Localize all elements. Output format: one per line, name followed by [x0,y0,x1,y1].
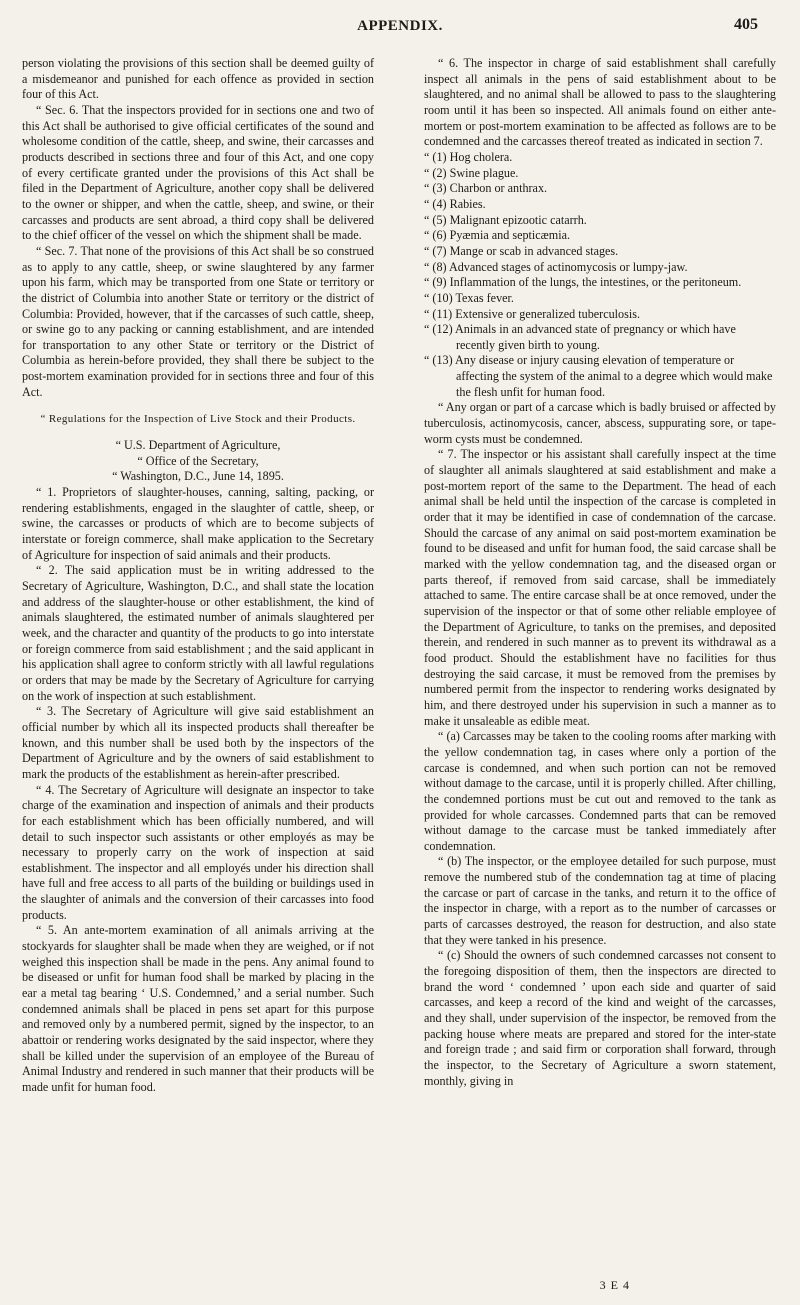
paragraph: “ Any organ or part of a carcase which is badly bruised or affected by tuberculosis, actinomycosis, cancer, abscess, suppurating sore, or tape-worm cysts must be condemned. [424,400,776,446]
paragraph: “ Sec. 6. That the inspectors provided for in sections one and two of this Act shall be authorised to give official certificates of the sound and wholesome condition of the cattle, sheep, and swine, their carcasses and products described in sections three and four of this Act, and one copy of every certificate granted under the provisions of this Act shall be filed in the Department of Agriculture, another copy shall be delivered to the owner or shipper, and when the cattle, sheep, and swine, or their carcasses and products are sent abroad, a third copy shall be delivered to the chief officer of the vessel on which the shipment shall be made. [22,102,374,243]
list-item: “ (3) Charbon or anthrax. [424,181,548,196]
regulation-2: “ 2. The said application must be in writing addressed to the Secretary of Agriculture, Washington, D.C., and shall state the location and address of the slaughter-house or other establishment, the kind of animals slaughtered, the estimated number of animals slaughtered per week, and the character and quantity of the products to go into interstate or foreign commerce from said establishment ; and the said applicant in his application shall agree to conform strictly with all lawful regulations or orders that may be made by the Secretary of Agriculture for carrying on the work of inspection at such establishment. [22,563,374,703]
list-item: “ (6) Pyæmia and septicæmia. [424,228,570,243]
list-item: “ (4) Rabies. [424,196,486,211]
list-item: “ (5) Malignant epizootic catarrh. [424,212,587,227]
list-item: “ (11) Extensive or generalized tuberculosis. [424,306,640,321]
regulation-1: “ 1. Proprietors of slaughter-houses, canning, salting, packing, or rendering establishments, engaged in the slaughter of cattle, sheep, or swine, the carcasses or products of which are to become subjects of interstate or foreign commerce, shall make application to the Secretary of Agriculture for inspection of said animals and their products. [22,485,374,562]
page-header [0,0,800,46]
regulation-3: “ 3. The Secretary of Agriculture will give said establishment an official number by which all its inspected products shall thereafter be known, and this number shall be used both by the inspectors of the Department of Agriculture and by the owners of said establishment to mark the products of the establishment as herein-after prescribed. [22,704,374,781]
regulation-7b: “ (b) The inspector, or the employee detailed for such purpose, must remove the numbered stub of the condemnation tag at time of placing the carcase or part of carcase in the tanks, and return it to the office of the inspector in charge, with a report as to the number of carcasses or parts of carcasses destroyed, the reason for destruction, and also state that they were tanked in his presence. [424,854,776,947]
list-item: “ (13) Any disease or injury causing elevation of temperature or affecting the system of the animal to a degree which would make the flesh unfit for human food. [424,353,773,399]
list-item: “ (1) Hog cholera. [424,149,513,164]
regulation-4: “ 4. The Secretary of Agriculture will designate an inspector to take charge of the examination and inspection of animals and their products for each establishment which has been officially numbered, and will detail to such inspector such assistants or other employés as may be necessary to properly carry on the work of inspection at said establishment. The inspector and all employés under his direction shall have full and free access to all parts of the building or buildings used in the slaughter of animals and the conversion of their carcasses into food products. [22,782,374,922]
list-item: “ (12) Animals in an advanced state of pregnancy or which have recently given birth to young. [424,322,736,352]
paragraph: “ Sec. 7. That none of the provisions of this Act shall be so construed as to apply to any cattle, sheep, or swine slaughtered by any farmer upon his farm, which may be transported from one State or territory or the district of Columbia into another State or territory or the district of Columbia: Provided, however, that if the carcasses of such cattle, sheep, or swine go to any packing or canning establishment, and are intended for transportation to any other State or territory or the District of Columbia as herein-before provided, they shall there be subject to the post-mortem examination provided for in sections three and four of this Act. [22,243,374,399]
dateline: “ Washington, D.C., June 14, 1895. [112,469,284,484]
list-item: “ (7) Mange or scab in advanced stages. [424,243,619,258]
right-column [424,56,776,1089]
left-column [22,56,374,1096]
regulation-7c: “ (c) Should the owners of such condemned carcasses not consent to the foregoing disposition of them, then the inspectors are directed to brand the word ‘ condemned ’ upon each side and quarter of said carcasses, and keep a record of the kind and weight of the carcasses, and they shall, under supervision of the inspector, be removed from the packing house where meats are prepared and stored for the inter-state and foreign trade ; and said firm or corporation shall forward, through the inspector, to the Secretary of Agriculture a sworn statement, monthly, giving in [424,948,776,1088]
regulation-7: “ 7. The inspector or his assistant shall carefully inspect at the time of slaughter all animals slaughtered at said establishment and make a post-mortem report of the same to the Department. The head of each animal shall be held until the inspection of the carcase is completed in order that it may be identified in case of condemnation of the carcase. Should the carcase of any animal on said post-mortem examination be found to be diseased and unfit for human food, the said carcase shall be marked with the yellow condemnation tag, and the diseased organ or parts thereof, if removed from said carcase, shall be immediately attached to same. The entire carcase shall be at once removed, under the supervision of the inspector or that of some other reliable employee of the Department of Agriculture, to tanks on the premises, and deposited therein, and rendered in such manner as to prevent its withdrawal as a food product. Should the establishment have no facilities for thus destroying the said carcase, it must be removed from the premises by numbered permit from the inspector to rendering works designated by him, and there destroyed under his supervision in such a manner as to make it unsaleable as edible meat. [424,447,776,728]
dateline: “ Office of the Secretary, [137,453,259,468]
section-heading: “ Regulations for the Inspection of Live Stock and their Products. [40,413,356,426]
running-title: APPENDIX. [357,18,443,34]
list-item: “ (8) Advanced stages of actinomycosis or lumpy-jaw. [424,259,688,274]
regulation-6: “ 6. The inspector in charge of said establishment shall carefully inspect all animals in the pens of said establishment about to be slaughtered, and no animal shall be allowed to pass to the slaughtering room until it has been so inspected. All animals found on either ante-mortem or post-mortem examination to be affected as follows are to be condemned and the carcasses thereof treated as indicated in section 7. [424,56,776,149]
list-item: “ (2) Swine plague. [424,165,519,180]
regulation-7a: “ (a) Carcasses may be taken to the cooling rooms after marking with the yellow condemnation tag, in cases where only a portion of the carcase is condemned, and when such portion can not be removed without damage to the carcase, until it is properly chilled. After chilling, the condemned portions must be cut out and removed to the tank as provided for whole carcasses. Condemned parts that can be removed without damage to the carcase must be tanked immediately after condemnation. [424,729,776,853]
printer-signature: 3 E 4 [599,1278,630,1292]
list-item: “ (9) Inflammation of the lungs, the intestines, or the peritoneum. [424,275,742,290]
disease-list [424,150,776,401]
dateline: “ U.S. Department of Agriculture, [115,438,281,453]
list-item: “ (10) Texas fever. [424,290,514,305]
paragraph: person violating the provisions of this section shall be deemed guilty of a misdemeanor and punished for each offence as provided in section four of this Act. [22,56,374,102]
page-number: 405 [734,16,758,33]
regulation-5: “ 5. An ante-mortem examination of all animals arriving at the stockyards for slaughter shall be made when they are weighed, or if not weighed this inspection shall be made in the pens. Any animal found to be diseased or unfit for human food shall be marked by placing in the ear a metal tag bearing ‘ U.S. Condemned,’ and a serial number. Such condemned animals shall be placed in pens set apart for this purpose and removed only by a numbered permit, signed by the inspector, to an abattoir or rendering works designated by the said inspector, where they shall be killed under the supervision of an employee of the Bureau of Animal Industry and rendered in such manner that their products will be made unfit for human food. [22,923,374,1094]
